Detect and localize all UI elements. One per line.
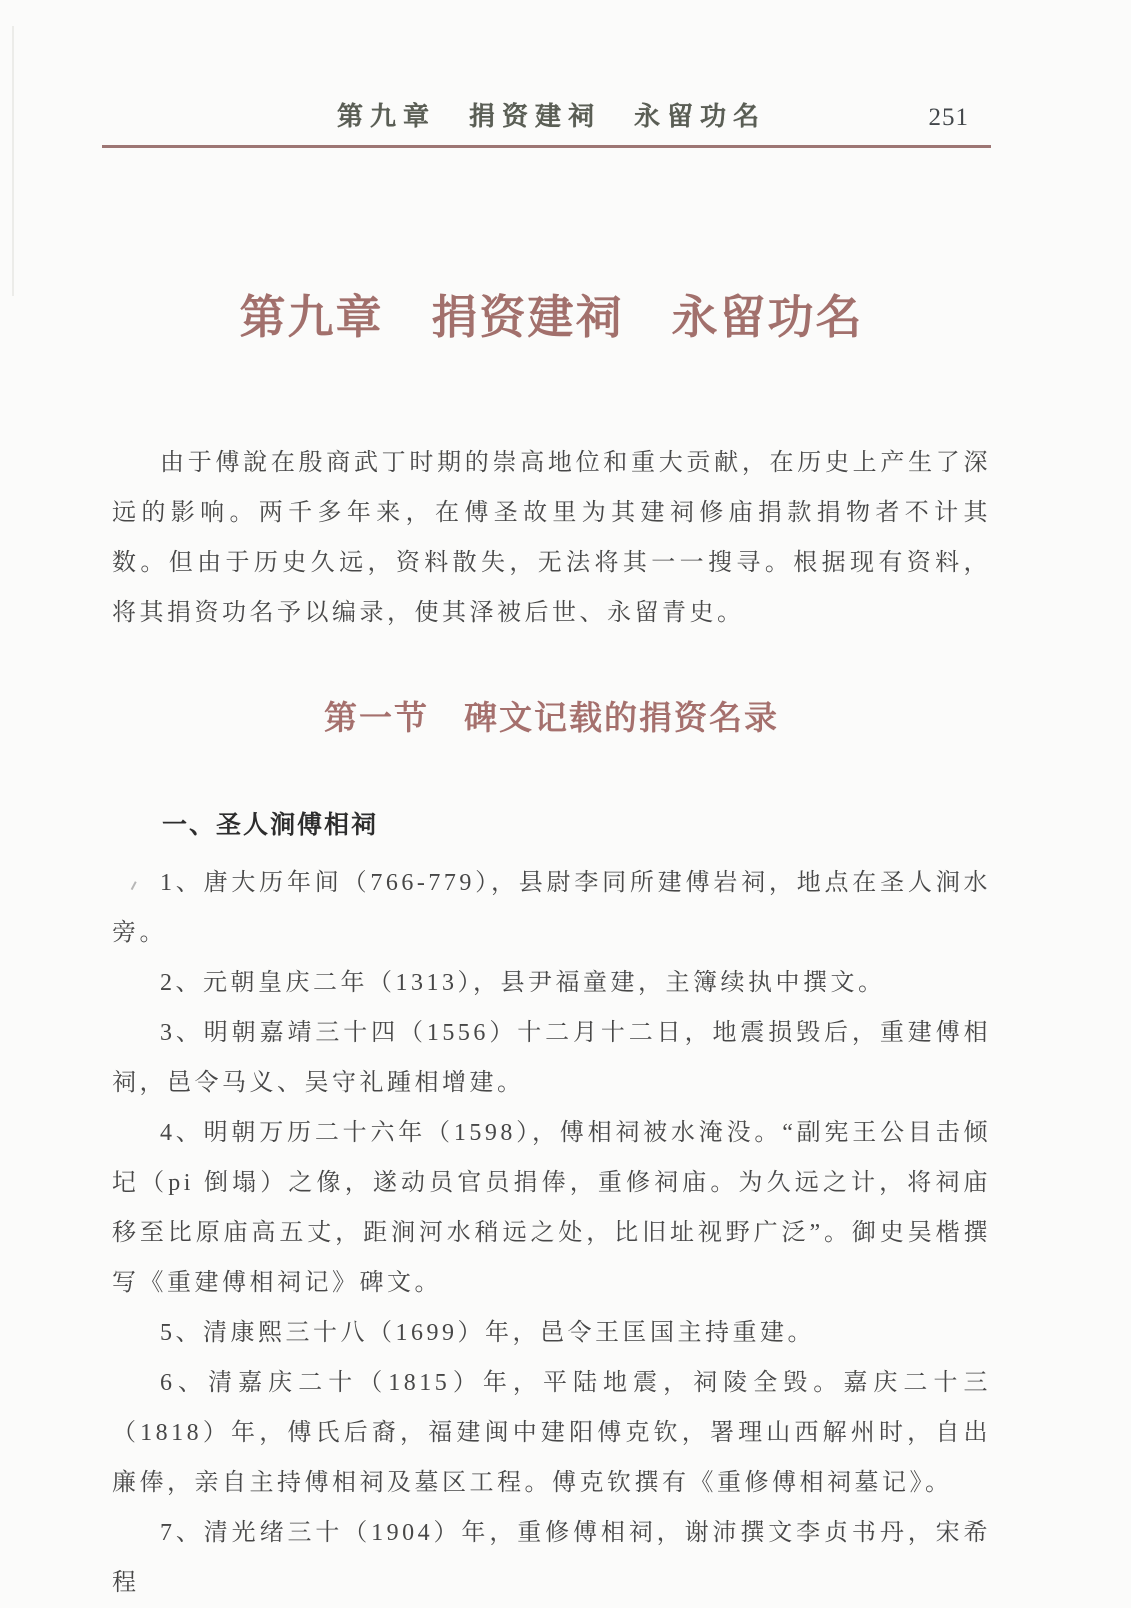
- list-item-2: 2、元朝皇庆二年（1313），县尹福童建，主簿续执中撰文。: [160, 970, 886, 996]
- list-item-4: 4、明朝万历二十六年（1598），傅相祠被水淹没。“副宪王公目击倾圮（pi 倒塌）之像，遂动员官员捐俸，重修祠庙。为久远之计，将祠庙移至比原庙高五丈，距涧河水稍远之处，比旧址视野广泛”。御史吴楷撰写《重建傅相祠记》碑文。: [112, 1120, 991, 1296]
- list-item-7: 7、清光绪三十（1904）年，重修傅相祠，谢沛撰文李贞书丹，宋希程: [112, 1520, 991, 1596]
- header-rule: [102, 145, 991, 148]
- page-number: 251: [928, 104, 969, 131]
- numbered-list: [112, 858, 991, 1608]
- list-item-5: 5、清康熙三十八（1699）年，邑令王匡国主持重建。: [160, 1320, 815, 1346]
- subsection-title: 一、圣人涧傅相祠: [162, 811, 379, 839]
- page-header: [112, 100, 991, 148]
- running-header-title: 第九章 捐资建祠 永留功名: [336, 102, 766, 131]
- chapter-title: 第九章 捐资建祠 永留功名: [239, 292, 864, 343]
- intro-paragraph: 由于傅說在殷商武丁时期的崇高地位和重大贡献，在历史上产生了深远的影响。两千多年来，在傅圣故里为其建祠修庙捐款捐物者不计其数。但由于历史久远，资料散失，无法将其一一搜寻。根据现有资料，将其捐资功名予以编录，使其泽被后世、永留青史。: [112, 450, 991, 626]
- section-title: 第一节 碑文记载的捐资名录: [324, 699, 779, 736]
- list-item-6: 6、清嘉庆二十（1815）年，平陆地震，祠陵全毁。嘉庆二十三（1818）年，傅氏后裔，福建闽中建阳傅克钦，署理山西解州时，自出廉俸，亲自主持傅相祠及墓区工程。傅克钦撰有《重修傅相祠墓记》。: [112, 1370, 991, 1496]
- scan-edge-artifact: [12, 26, 14, 296]
- list-item-1: 1、唐大历年间（766-779），县尉李同所建傅岩祠，地点在圣人涧水旁。: [112, 870, 991, 946]
- list-item-3: 3、明朝嘉靖三十四（1556）十二月十二日，地震损毁后，重建傅相祠，邑令马义、吴守礼踵相增建。: [112, 1020, 991, 1096]
